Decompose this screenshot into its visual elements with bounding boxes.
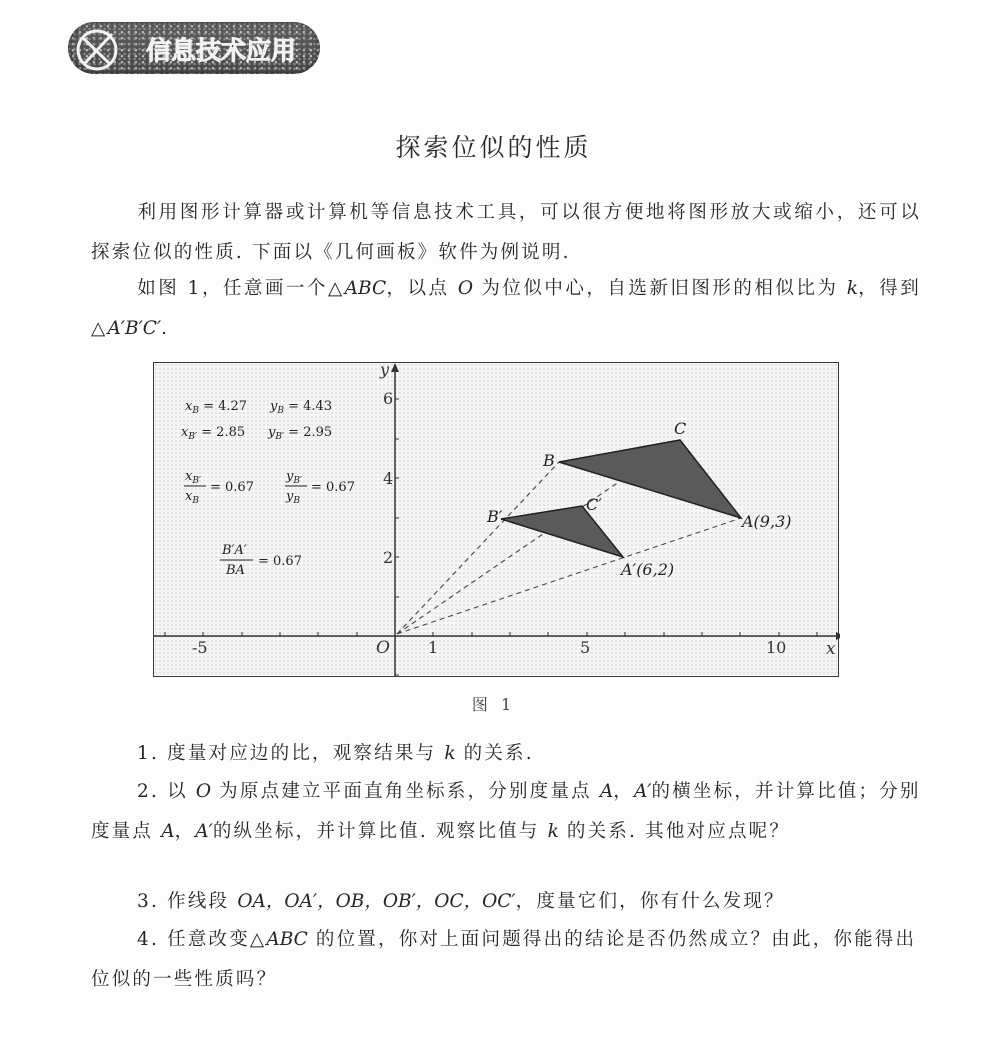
banner-label: 信息技术应用 [146,36,297,65]
question-text: 的关系. 其他对应点呢？ [558,821,791,842]
svg-text:5: 5 [580,638,591,657]
svg-text:10: 10 [766,638,787,657]
svg-text:B′A′: B′A′ [222,543,247,558]
triangle-prime-label: A′B′C′ [107,318,162,339]
x-axis-label: x [826,639,836,659]
svg-text:xB = 4.27: $x_B = 4.27$ [185,399,248,416]
ratio-k-label: k [846,278,858,299]
svg-text:yB: $y_B$ [286,489,300,506]
x-axis-arrow-icon [836,632,840,640]
svg-text:yB′: $y_{B'}$ [286,469,303,486]
svg-text:1: 1 [428,638,439,657]
question-text: ，度量它们，你有什么发现？ [515,891,785,912]
question-1 [91,734,921,774]
question-text: 的横坐标，并计算比值；分别度量点 [91,781,921,842]
segment-list: OA，OA′，OB，OB′，OC，OC′ [237,891,516,912]
svg-text:xB′ = 2.85: $x_{B'} = 2.85$ [181,425,246,442]
section-banner [68,22,320,74]
question-text: 1. 度量对应边的比，观察结果与 [137,743,445,764]
question-3 [91,882,921,922]
svg-text:xB: $x_B$ [185,489,199,506]
intro-paragraph-1 [91,193,921,273]
point-a-prime-label: A′ [195,821,213,842]
question-2 [91,772,921,852]
intro-text-1: 利用图形计算器或计算机等信息技术工具，可以很方便地将图形放大或缩小，还可以探索位似的性质. 下面以《几何画板》软件为例说明. [91,202,921,263]
svg-text:yB = 4.43: $y_B = 4.43$ [270,399,333,416]
circle-x-emblem-icon [72,24,122,74]
question-text: 的位置，你对上面问题得出的结论是否仍然成立？由此，你能得出位似的一些性质吗？ [91,929,917,990]
intro-paragraph-2 [91,269,921,349]
point-o-label: O [195,781,212,802]
intro-text: ，得到△ [91,278,921,339]
svg-text:BA: BA [226,563,245,578]
page-title: 探索位似的性质 [395,133,592,162]
question-text: 的纵坐标，并计算比值. 观察比值与 [212,821,548,842]
point-b-prime-label: B′ [487,507,503,526]
svg-text:2: 2 [383,548,394,567]
intro-text: . [161,318,170,339]
svg-text:= 0.67: = 0.67 [210,480,254,495]
intro-text: 为位似中心，自选新旧图形的相似比为 [473,278,847,299]
ratio-k-label: k [547,821,559,842]
question-text: 为原点建立平面直角坐标系，分别度量点 [211,781,600,802]
point-a-prime-label: A′ [633,781,652,802]
question-text: 的关系. [455,743,534,764]
svg-text:yB′ = 2.95: $y_{B'} = 2.95$ [268,425,333,442]
point-o-label: O [457,278,473,299]
origin-label: O [376,638,390,658]
triangle-abc-label: ABC [344,278,387,299]
y-axis-label: y [380,362,390,379]
intro-text: 如图 1，任意画一个△ [137,278,345,299]
svg-text:= 0.67: = 0.67 [258,554,302,569]
point-a-label: A [161,821,175,842]
point-b-label: B [543,451,555,470]
svg-text:4: 4 [383,469,394,488]
point-a-prime-label: A′(6,2) [621,560,675,579]
point-c-prime-label: C′ [586,495,602,514]
question-4 [91,920,921,1000]
svg-text:xB′: $x_{B'}$ [185,469,202,486]
question-text: 4. 任意改变△ [137,929,267,950]
figure-caption: 图 1 [471,695,516,714]
point-c-label: C [674,419,687,438]
svg-text:= 0.67: = 0.67 [311,480,355,495]
point-a-label: A [599,781,614,802]
svg-text:6: 6 [383,389,394,408]
y-axis-arrow-icon [391,363,399,372]
ratio-k-label: k [444,743,456,764]
question-text: ， [613,781,634,802]
measurement-panel [181,399,355,578]
question-text: ， [174,821,196,842]
point-a-label: A(9,3) [742,512,792,531]
question-text: 2. 以 [137,781,196,802]
question-text: 3. 作线段 [137,891,238,912]
intro-text: ，以点 [386,278,458,299]
triangle-abc-label: ABC [266,929,308,950]
homothety-figure [153,362,840,678]
triangle-a-prime-b-prime-c-prime [501,506,623,557]
svg-text:-5: -5 [192,638,208,657]
